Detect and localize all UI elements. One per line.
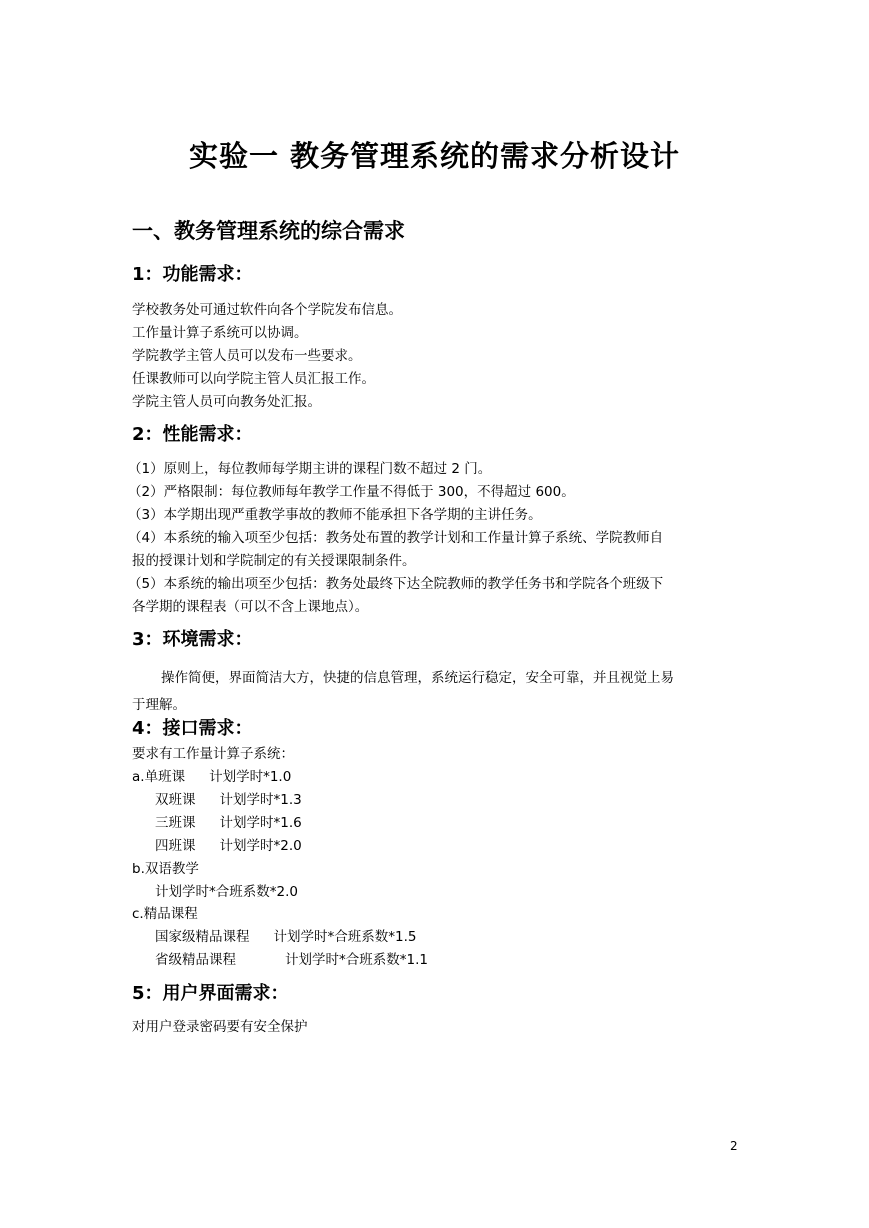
- section-heading-requirements: 一、教务管理系统的综合需求: [132, 219, 405, 243]
- interface-subitem-value: 计划学时*1.6: [219, 815, 302, 831]
- functional-line: 工作量计算子系统可以协调。: [132, 325, 308, 341]
- page-title: 实验一 教务管理系统的需求分析设计: [188, 139, 681, 173]
- heading-functional-requirements: 1：功能需求：: [132, 264, 253, 285]
- functional-line: 学院教学主管人员可以发布一些要求。: [132, 348, 362, 364]
- performance-line: （3）本学期出现严重教学事故的教师不能承担下各学期的主讲任务。: [128, 507, 542, 523]
- page-number: 2: [730, 1139, 738, 1153]
- interface-subitem-name: 国家级精品课程: [155, 929, 250, 945]
- interface-subitem: [155, 949, 428, 971]
- environment-line: 操作简便，界面简洁大方，快捷的信息管理，系统运行稳定，安全可靠，并且视觉上易: [161, 670, 674, 686]
- interface-subitem-value: 计划学时*1.3: [219, 792, 302, 808]
- interface-subitem-value: 计划学时*合班系数*1.1: [285, 952, 428, 968]
- heading-ui-requirements: 5：用户界面需求：: [132, 983, 289, 1004]
- interface-subitem-name: 省级精品课程: [155, 952, 236, 968]
- interface-subitem-value: 计划学时*合班系数*1.5: [273, 929, 417, 945]
- interface-subitem: [155, 789, 302, 811]
- interface-item-c: c.精品课程: [132, 906, 198, 922]
- interface-item-b: b.双语教学: [132, 861, 199, 877]
- interface-item-b-value: 计划学时*合班系数*2.0: [155, 884, 298, 900]
- functional-line: 学校教务处可通过软件向各个学院发布信息。: [132, 302, 402, 318]
- interface-subitem: [155, 926, 416, 948]
- performance-line: （2）严格限制：每位教师每年教学工作量不得低于 300，不得超过 600。: [128, 484, 575, 500]
- interface-subitem-name: 三班课: [155, 815, 196, 831]
- functional-line: 学院主管人员可向教务处汇报。: [132, 394, 321, 410]
- interface-subitem: [155, 835, 302, 857]
- interface-subitem-name: 双班课: [155, 792, 196, 808]
- performance-line: 报的授课计划和学院制定的有关授课限制条件。: [132, 553, 416, 569]
- heading-interface-requirements: 4：接口需求：: [132, 718, 253, 739]
- interface-item-a-label: a.单班课: [132, 769, 186, 785]
- heading-performance-requirements: 2：性能需求：: [132, 424, 253, 445]
- ui-line: 对用户登录密码要有安全保护: [132, 1019, 308, 1035]
- heading-environment-requirements: 3：环境需求：: [132, 629, 253, 650]
- interface-intro: 要求有工作量计算子系统：: [132, 746, 294, 762]
- interface-subitem-name: 四班课: [155, 838, 196, 854]
- performance-line: （5）本系统的输出项至少包括：教务处最终下达全院教师的教学任务书和学院各个班级下: [128, 576, 664, 592]
- interface-item-a: [132, 766, 291, 788]
- interface-subitem-value: 计划学时*2.0: [219, 838, 302, 854]
- interface-item-a-value: 计划学时*1.0: [209, 769, 292, 785]
- functional-line: 任课教师可以向学院主管人员汇报工作。: [132, 371, 375, 387]
- interface-subitem: [155, 812, 302, 834]
- performance-line: （1）原则上，每位教师每学期主讲的课程门数不超过 2 门。: [128, 461, 492, 477]
- performance-line: （4）本系统的输入项至少包括：教务处布置的教学计划和工作量计算子系统、学院教师自: [128, 530, 664, 546]
- performance-line: 各学期的课程表（可以不含上课地点）。: [132, 599, 369, 615]
- environment-line: 于理解。: [132, 697, 186, 713]
